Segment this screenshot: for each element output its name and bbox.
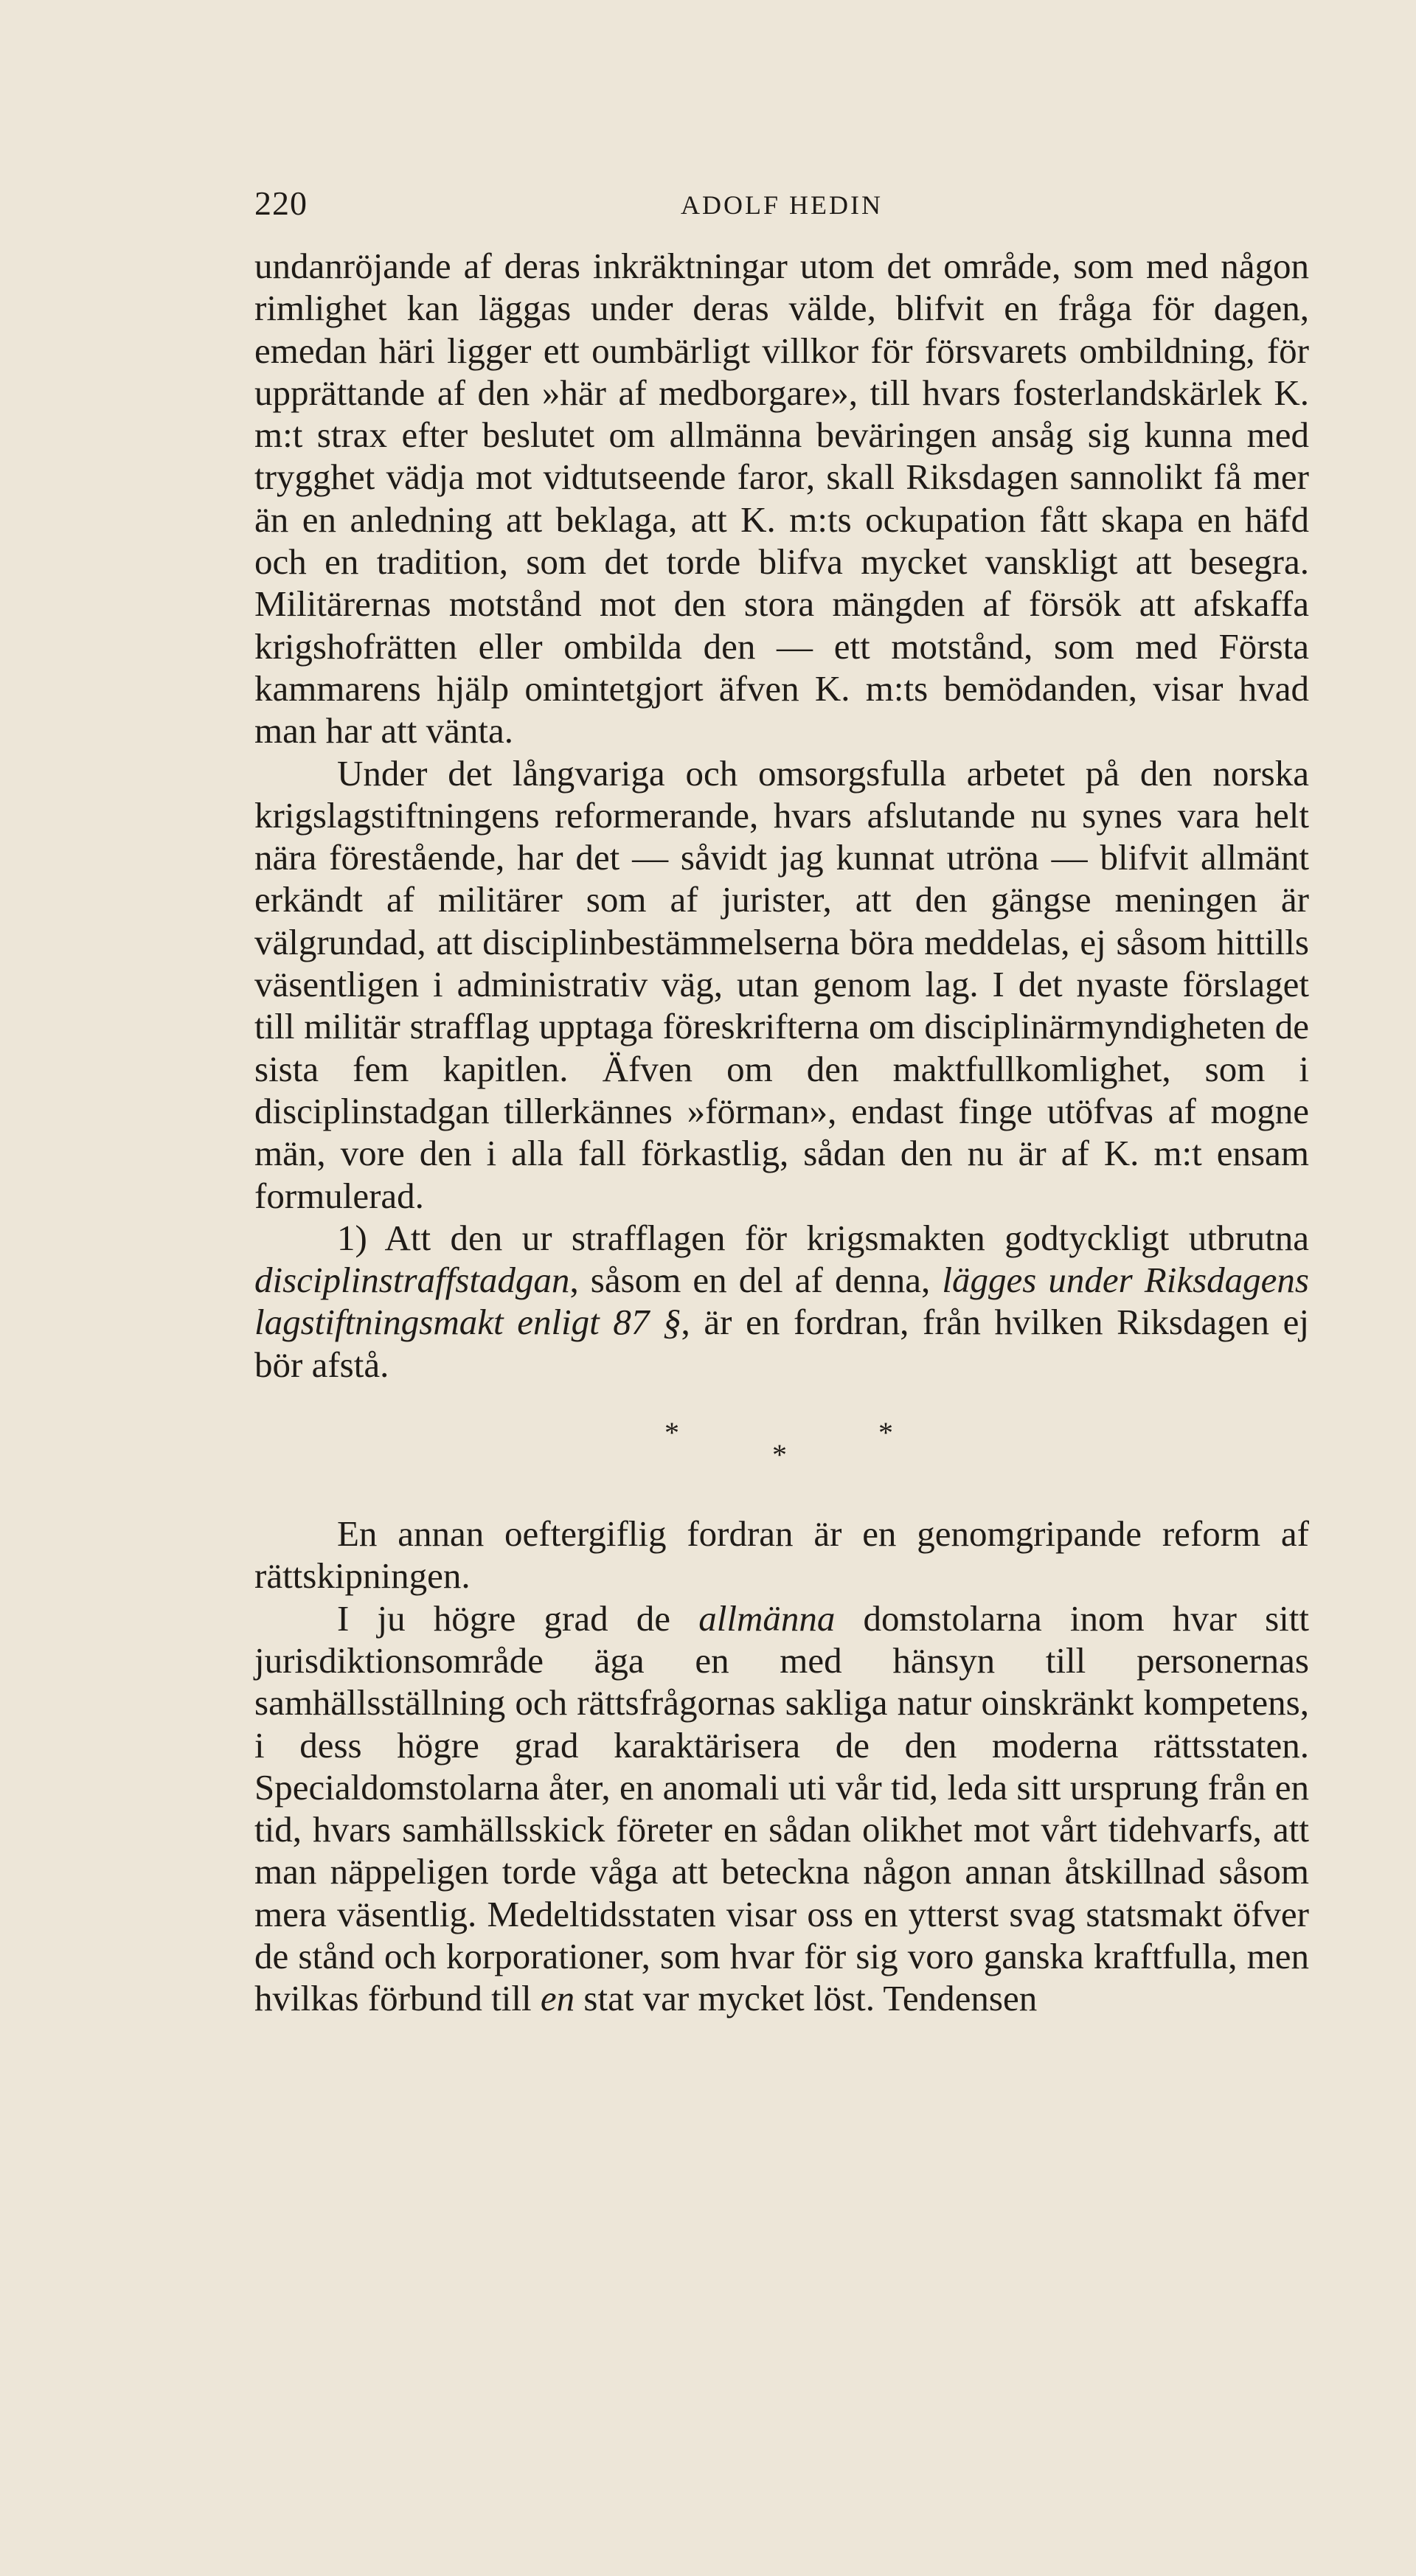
- page-header: [254, 181, 1309, 226]
- section-separator: [254, 1386, 1309, 1513]
- paragraph-1: undanröjande af deras inkräktningar utom det område, som med någon rimlighet kan läggas under deras välde, blifvit en fråga för dagen, emedan häri ligger ett oumbärligt villkor för försvarets ombildning, för upprättande af den »här af medborgare», till hvars fosterlandskärlek K. m:t strax efter beslutet om allmänna beväringen ansåg sig kunna med trygghet vädja mot vidtutseende faror, skall Riksdagen sannolikt få mer än en anledning att beklaga, att K. m:ts ockupation fått skapa en häfd och en tradition, som det torde blifva mycket vanskligt att besegra. Militärernas motstånd mot den stora mängden af försök att afskaffa krigshofrätten eller ombilda den — ett motstånd, som med Första kammarens hjälp omintetgjort äfven K. m:ts bemödanden, visar hvad man har att vänta.: [254, 246, 1309, 751]
- paragraph-5-text-2: domstolarna inom hvar sitt jurisdiktionsområde äga en med hänsyn till personernas samhällsställning och rättsfrågornas sakliga natur oinskränkt kompetens, i dess högre grad karaktärisera de den moderna rättsstaten. Specialdomstolarna åter, en anomali uti vår tid, leda sitt ursprung från en tid, hvars samhällsskick företer en sådan olikhet mot vårt tidehvarfs, att man näppeligen torde våga att beteckna någon annan åtskillnad såsom mera väsentlig. Medeltidsstaten visar oss en ytterst svag statsmakt öfver de stånd och korporationer, som hvar för sig voro ganska kraftfulla, men hvilkas förbund till: [254, 1597, 1309, 2019]
- paragraph-5-text-1: I ju högre grad de: [337, 1597, 699, 1639]
- paragraph-5: [254, 1597, 1309, 2020]
- footnote-emphasis-1: disciplinstraffstadgan: [254, 1260, 570, 1301]
- paragraph-4: En annan oeftergiflig fordran är en genomgripande reform af rättskipningen.: [254, 1513, 1309, 1597]
- paragraph-5-emphasis-2: en: [540, 1978, 575, 2019]
- paragraph-5-text-3: stat var mycket löst. Tendensen: [575, 1978, 1038, 2019]
- footnote-paragraph: [254, 1217, 1309, 1386]
- running-head: ADOLF HEDIN: [681, 190, 883, 220]
- footnote-text-2: , såsom en del af denna,: [569, 1260, 943, 1301]
- paragraph-2: Under det långvariga och omsorgsfulla arbetet på den norska krigslagstiftningens reformerande, hvars afslutande nu synes vara helt nära förestående, har det — såvidt jag kunnat utröna — blifvit allmänt erkändt af militärer som af jurister, att den gängse meningen är välgrundad, att disciplinbestämmelserna böra meddelas, ej såsom hittills väsentligen i administrativ väg, utan genom lag. I det nyaste förslaget till militär strafflag upptaga föreskrifterna om disciplinärmyndigheten de sista fem kapitlen. Äfven om den maktfullkomlighet, som i disciplinstadgan tillerkännes »förman», endast finge utöfvas af mogne män, vore den i alla fall förkastlig, sådan den nu är af K. m:t ensam formulerad.: [254, 752, 1309, 1216]
- footnote-text-1: 1) Att den ur strafflagen för krigsmakten godtyckligt utbrutna: [337, 1217, 1309, 1258]
- body-text: [254, 245, 1309, 2020]
- paragraph-5-emphasis-1: allmänna: [698, 1597, 836, 1639]
- footnote-text-3: , är en fordran, från hvilken Riksdagen ej bör afstå.: [254, 1302, 1309, 1385]
- separator-star-left: *: [664, 1416, 679, 1450]
- separator-star-right: *: [878, 1416, 893, 1450]
- footnote-emphasis-2: lägges under Riksdagens lagstiftningsmakt enligt 87 §: [254, 1260, 1309, 1343]
- separator-star-middle: *: [772, 1438, 787, 1472]
- page-number: 220: [254, 184, 308, 222]
